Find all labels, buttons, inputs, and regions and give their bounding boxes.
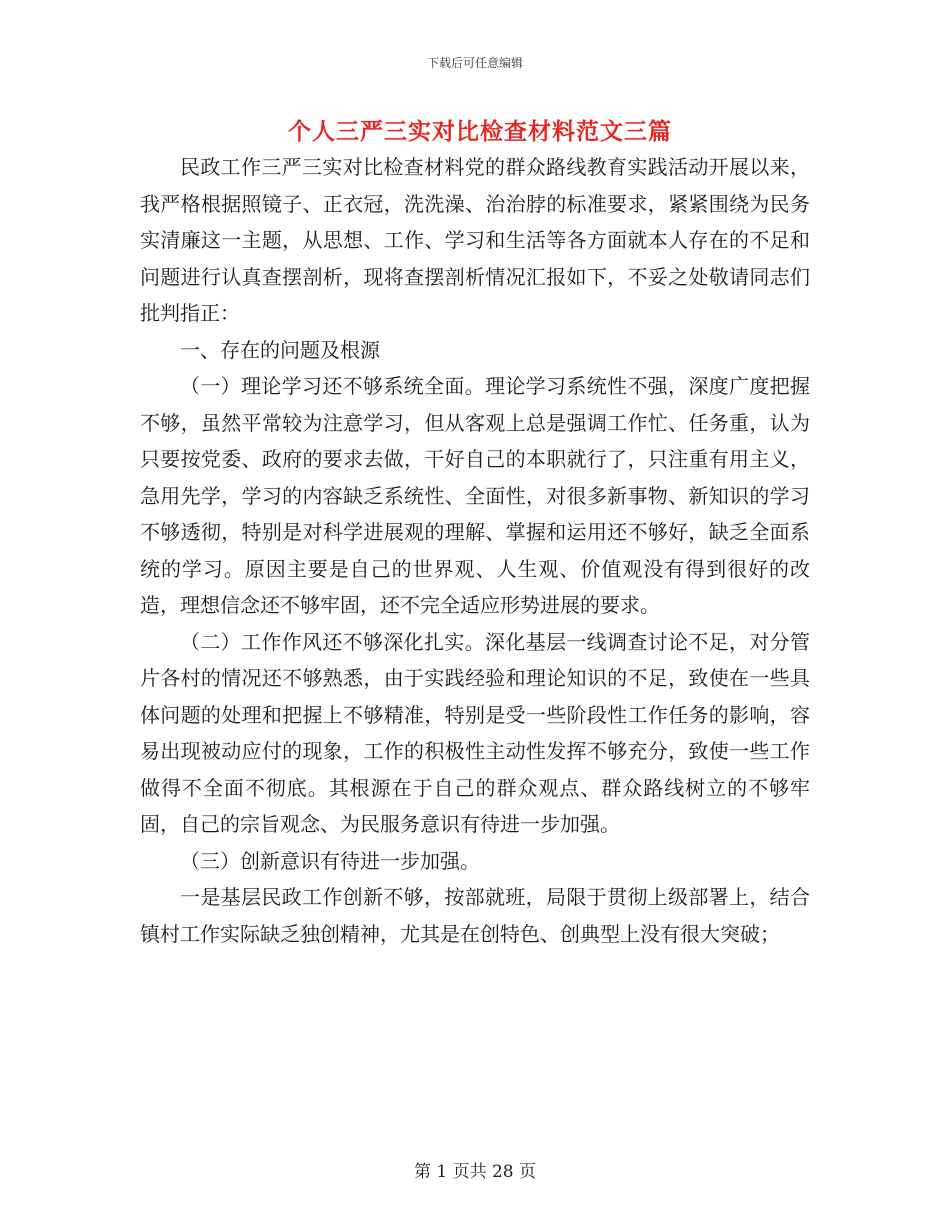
page-header-note: 下载后可任意编辑: [426, 56, 523, 70]
page-number: 第 1 页共 28 页: [413, 1162, 537, 1182]
document-body: [140, 149, 810, 952]
section-heading-problems: 一、存在的问题及根源: [180, 337, 380, 362]
paragraph-work-style: （二）工作作风还不够深化扎实。深化基层一线调查讨论不足，对分管片各村的情况还不够熟悉，由于实践经验和理论知识的不足，致使在一些具体问题的处理和把握上不够精准，特别是受一些阶段性工作任务的影响，容易出现被动应付的现象，工作的积极性主动性发挥不够充分，致使一些工作做得不全面不彻底。其根源在于自己的群众观点、群众路线树立的不够牢固，自己的宗旨观念、为民服务意识有待进一步加强。: [140, 629, 810, 836]
paragraph-theory-study: （一）理论学习还不够系统全面。理论学习系统性不强，深度广度把握不够，虽然平常较为注意学习，但从客观上总是强调工作忙、任务重，认为只要按党委、政府的要求去做，干好自己的本职就行了，只注重有用主义，急用先学，学习的内容缺乏系统性、全面性，对很多新事物、新知识的学习不够透彻，特别是对科学进展观的理解、掌握和运用还不够好，缺乏全面系统的学习。原因主要是自己的世界观、人生观、价值观没有得到很好的改造，理想信念还不够牢固，还不完全适应形势进展的要求。: [140, 374, 810, 617]
paragraph-intro: 民政工作三严三实对比检查材料党的群众路线教育实践活动开展以来，我严格根据照镜子、正衣冠，洗洗澡、治治脖的标准要求，紧紧围绕为民务实清廉这一主题，从思想、工作、学习和生活等各方面就本人存在的不足和问题进行认真查摆剖析，现将查摆剖析情况汇报如下，不妥之处敬请同志们批判指正：: [140, 155, 810, 325]
paragraph-innovation-heading: （三）创新意识有待进一步加强。: [180, 848, 480, 873]
paragraph-innovation-first: 一是基层民政工作创新不够，按部就班，局限于贯彻上级部署上，结合镇村工作实际缺乏独创精神，尤其是在创特色、创典型上没有很大突破；: [140, 885, 810, 946]
document-title: 个人三严三实对比检查材料范文三篇: [288, 118, 672, 145]
